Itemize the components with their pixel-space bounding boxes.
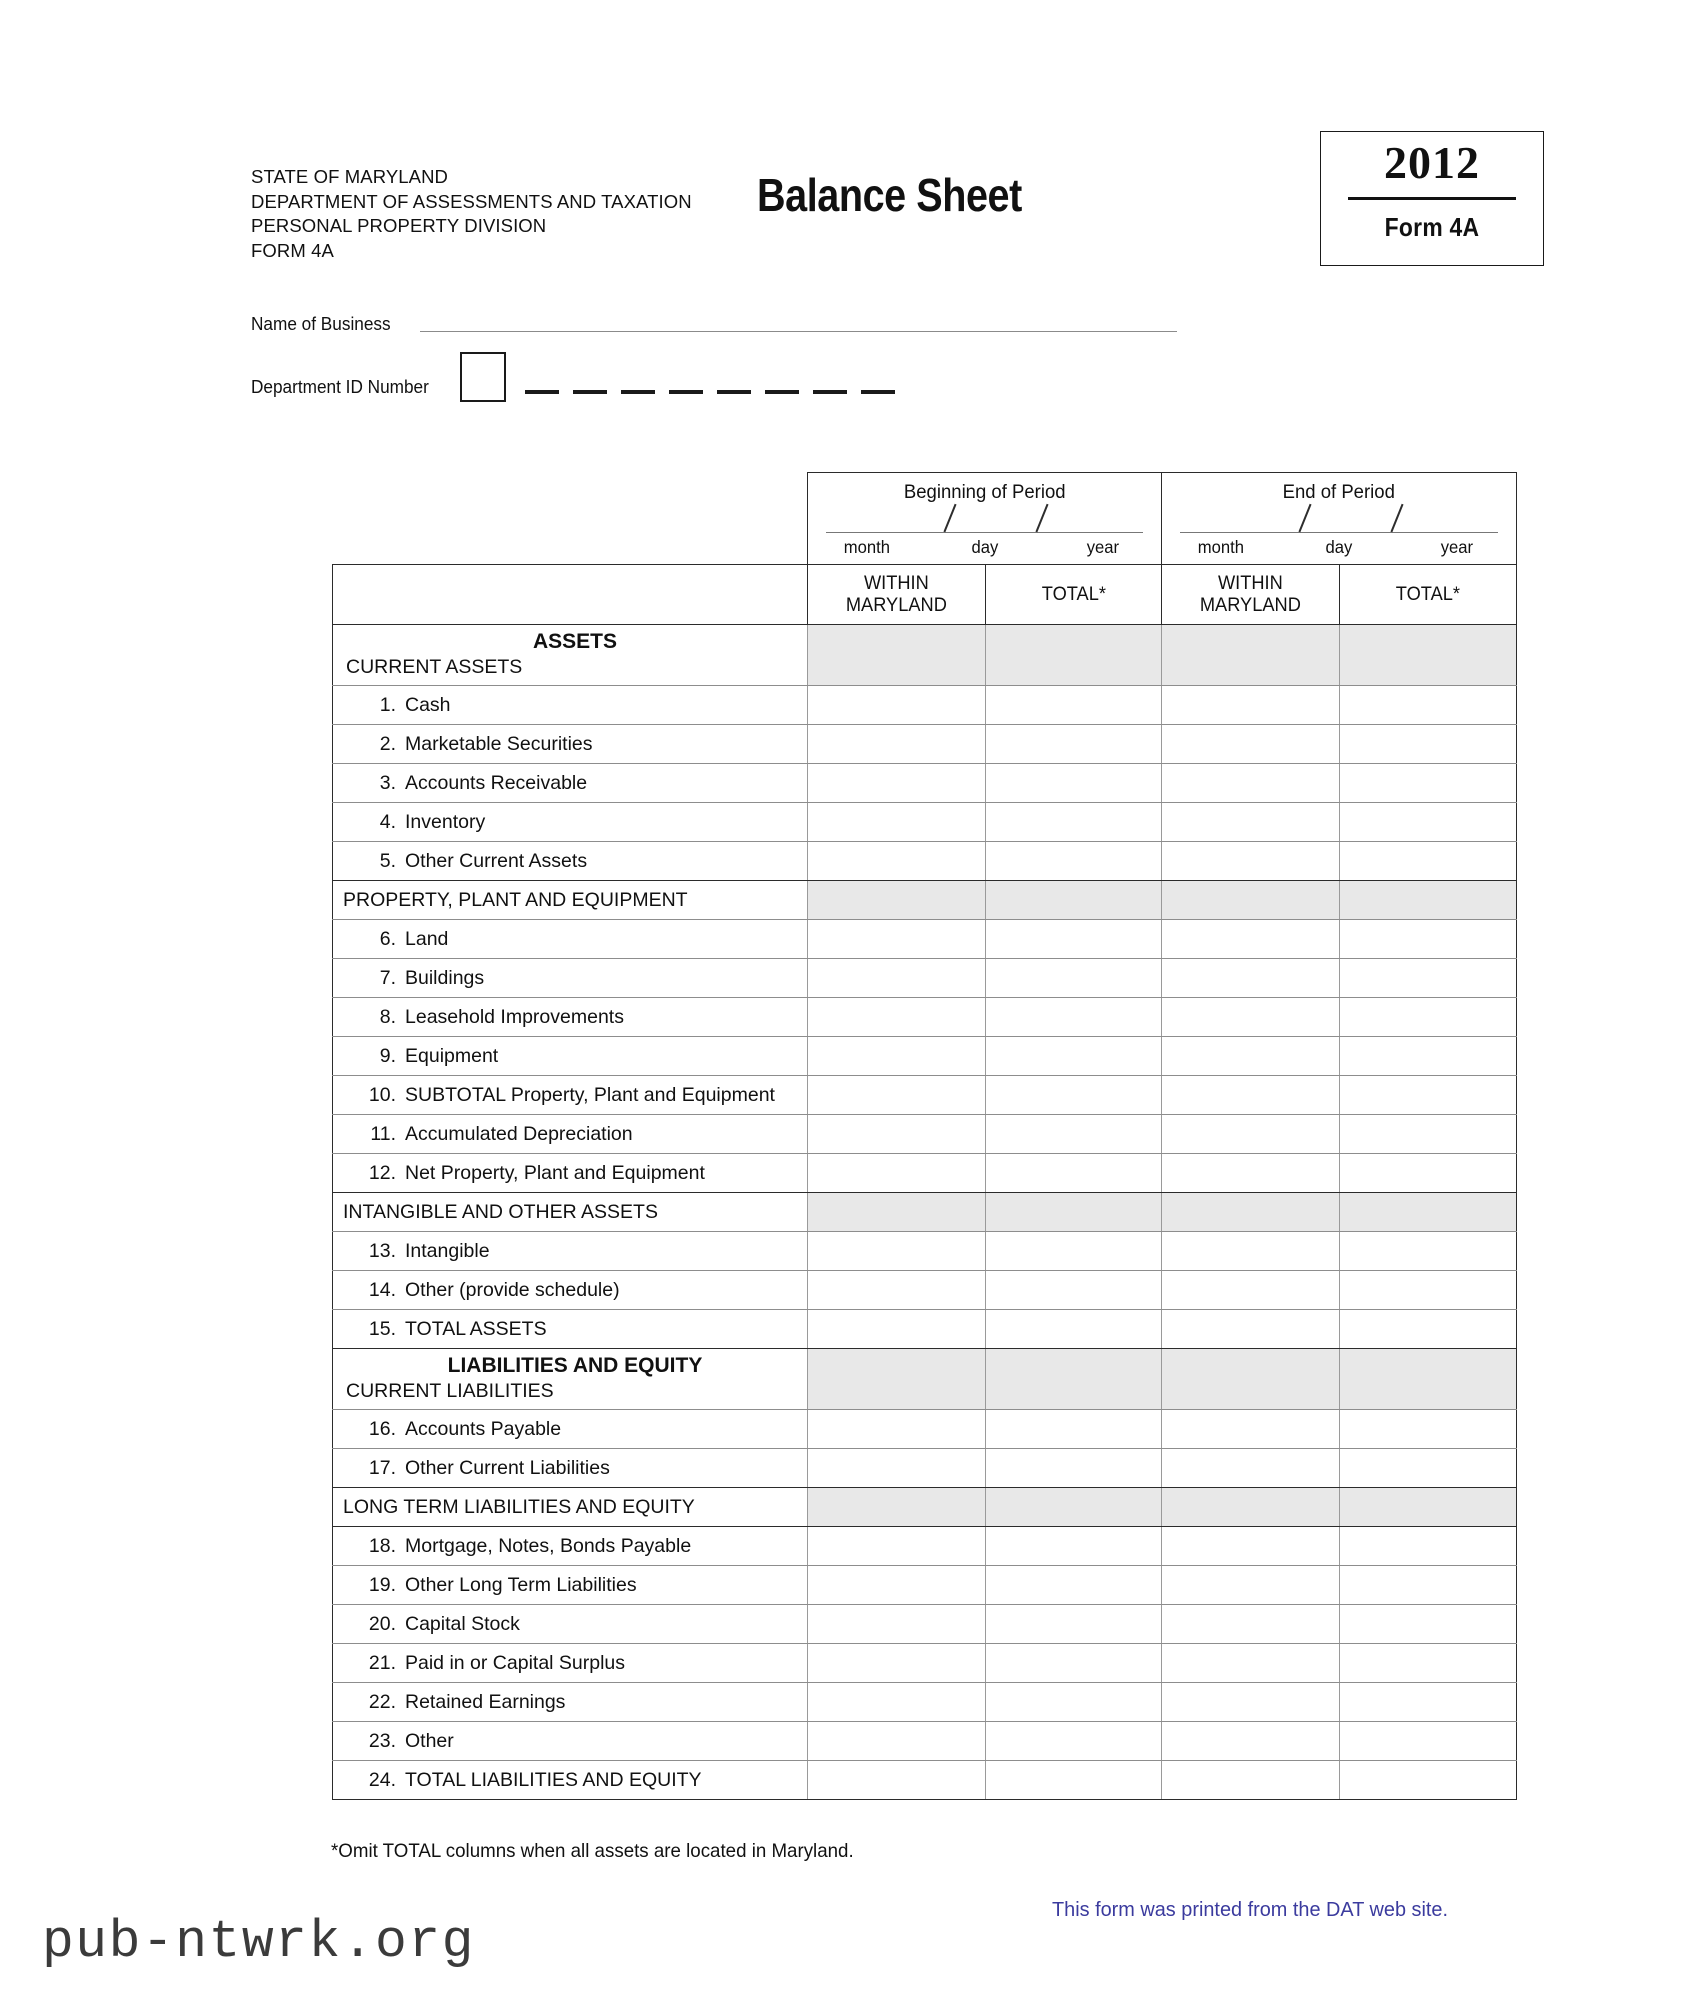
table-row xyxy=(333,625,1517,686)
table-row xyxy=(333,881,1517,920)
row-7-within-md-begin[interactable] xyxy=(808,959,986,998)
row-label-20 xyxy=(333,1605,808,1644)
row-21-within-md-end[interactable] xyxy=(1162,1644,1340,1683)
row-text-18: Mortgage, Notes, Bonds Payable xyxy=(405,1534,692,1557)
row-1-within-md-begin[interactable] xyxy=(808,686,986,725)
period-header-spacer xyxy=(333,473,808,565)
row-10-within-md-end[interactable] xyxy=(1162,1076,1340,1115)
row-text-7: Buildings xyxy=(405,966,485,989)
table-row xyxy=(333,1527,1517,1566)
dept-id-digit-7[interactable] xyxy=(813,390,847,394)
section-longterm-cell-1 xyxy=(808,1488,986,1527)
dept-id-digit-5[interactable] xyxy=(717,390,751,394)
row-13-within-md-end[interactable] xyxy=(1162,1232,1340,1271)
row-label-6 xyxy=(333,920,808,959)
dept-id-digit-3[interactable] xyxy=(621,390,655,394)
row-14-total-end[interactable] xyxy=(1340,1271,1517,1310)
table-row xyxy=(333,1232,1517,1271)
row-17-within-md-begin[interactable] xyxy=(808,1449,986,1488)
row-number-1: 1. xyxy=(379,693,396,716)
row-text-2: Marketable Securities xyxy=(405,732,593,755)
col-header-text-2a: TOTAL* xyxy=(1041,583,1106,605)
row-21-total-end[interactable] xyxy=(1340,1644,1517,1683)
row-20-total-end[interactable] xyxy=(1340,1605,1517,1644)
row-15-total-begin[interactable] xyxy=(985,1310,1162,1349)
row-number-23: 23. xyxy=(368,1729,396,1752)
row-text-14: Other (provide schedule) xyxy=(405,1278,620,1301)
table-row xyxy=(333,1349,1517,1410)
liabilities-banner-cell-2 xyxy=(985,1349,1162,1410)
row-7-within-md-end[interactable] xyxy=(1162,959,1340,998)
row-label-21 xyxy=(333,1644,808,1683)
row-number-24: 24. xyxy=(368,1768,396,1791)
table-row xyxy=(333,1605,1517,1644)
row-label-8 xyxy=(333,998,808,1037)
row-number-8: 8. xyxy=(379,1005,396,1028)
col-header-text-3b: MARYLAND xyxy=(1200,594,1302,616)
assets-banner-label xyxy=(333,625,808,686)
section-ppe-cell-1 xyxy=(808,881,986,920)
row-8-within-md-begin[interactable] xyxy=(808,998,986,1037)
row-2-within-md-begin[interactable] xyxy=(808,725,986,764)
row-24-within-md-begin[interactable] xyxy=(808,1761,986,1800)
table-row xyxy=(333,998,1517,1037)
row-20-within-md-begin[interactable] xyxy=(808,1605,986,1644)
row-3-within-md-end[interactable] xyxy=(1162,764,1340,803)
row-number-18: 18. xyxy=(368,1534,396,1557)
row-12-total-end[interactable] xyxy=(1340,1154,1517,1193)
row-17-total-end[interactable] xyxy=(1340,1449,1517,1488)
table-row xyxy=(333,725,1517,764)
row-15-within-md-end[interactable] xyxy=(1162,1310,1340,1349)
table-row xyxy=(333,1488,1517,1527)
row-10-total-begin[interactable] xyxy=(985,1076,1162,1115)
row-6-total-end[interactable] xyxy=(1340,920,1517,959)
end-day-label[interactable]: day xyxy=(1325,537,1353,557)
balance-sheet-table xyxy=(332,472,1517,1800)
table-row xyxy=(333,1271,1517,1310)
assets-banner-cell-2 xyxy=(985,625,1162,686)
row-label-3 xyxy=(333,764,808,803)
row-21-within-md-begin[interactable] xyxy=(808,1644,986,1683)
dept-id-digit-8[interactable] xyxy=(861,390,895,394)
end-year-label[interactable]: year xyxy=(1440,537,1474,557)
row-24-total-begin[interactable] xyxy=(985,1761,1162,1800)
section-intangible-cell-4 xyxy=(1340,1193,1517,1232)
end-slash-1 xyxy=(1298,504,1311,532)
column-header-row xyxy=(333,565,1517,625)
agency-heading xyxy=(251,165,692,263)
page-title: Balance Sheet xyxy=(757,169,1022,221)
row-11-within-md-begin[interactable] xyxy=(808,1115,986,1154)
row-19-within-md-end[interactable] xyxy=(1162,1566,1340,1605)
row-6-within-md-begin[interactable] xyxy=(808,920,986,959)
dept-id-label: Department ID Number xyxy=(251,376,429,397)
row-5-total-end[interactable] xyxy=(1340,842,1517,881)
col-header-within-maryland-begin xyxy=(808,565,986,625)
row-label-13 xyxy=(333,1232,808,1271)
row-23-total-end[interactable] xyxy=(1340,1722,1517,1761)
row-3-total-begin[interactable] xyxy=(985,764,1162,803)
table-row xyxy=(333,1410,1517,1449)
row-label-18 xyxy=(333,1527,808,1566)
row-number-22: 22. xyxy=(368,1690,396,1713)
row-20-within-md-end[interactable] xyxy=(1162,1605,1340,1644)
assets-banner-cell-1 xyxy=(808,625,986,686)
row-label-22 xyxy=(333,1683,808,1722)
row-22-within-md-end[interactable] xyxy=(1162,1683,1340,1722)
row-9-within-md-end[interactable] xyxy=(1162,1037,1340,1076)
row-label-23 xyxy=(333,1722,808,1761)
beginning-of-period-rule xyxy=(826,532,1143,533)
table-row xyxy=(333,1722,1517,1761)
row-number-16: 16. xyxy=(368,1417,396,1440)
form-number: Form 4A xyxy=(1384,212,1480,242)
row-number-7: 7. xyxy=(379,966,396,989)
row-text-1: Cash xyxy=(405,693,451,716)
row-text-12: Net Property, Plant and Equipment xyxy=(405,1161,705,1184)
row-text-19: Other Long Term Liabilities xyxy=(405,1573,637,1596)
row-number-5: 5. xyxy=(379,849,396,872)
row-label-2 xyxy=(333,725,808,764)
section-intangible-cell-2 xyxy=(985,1193,1162,1232)
col-header-total-end xyxy=(1340,565,1517,625)
row-13-total-begin[interactable] xyxy=(985,1232,1162,1271)
beginning-of-period-group xyxy=(808,473,1162,565)
row-13-total-end[interactable] xyxy=(1340,1232,1517,1271)
row-text-15: TOTAL ASSETS xyxy=(405,1317,547,1340)
row-16-within-md-end[interactable] xyxy=(1162,1410,1340,1449)
row-text-5: Other Current Assets xyxy=(405,849,588,872)
table-row xyxy=(333,920,1517,959)
row-4-within-md-begin[interactable] xyxy=(808,803,986,842)
table-row xyxy=(333,1683,1517,1722)
row-text-3: Accounts Receivable xyxy=(405,771,588,794)
table-row xyxy=(333,1154,1517,1193)
row-4-total-begin[interactable] xyxy=(985,803,1162,842)
table-row xyxy=(333,686,1517,725)
row-text-4: Inventory xyxy=(405,810,486,833)
dept-id-prefix-box[interactable] xyxy=(460,352,506,402)
row-10-within-md-begin[interactable] xyxy=(808,1076,986,1115)
row-24-within-md-end[interactable] xyxy=(1162,1761,1340,1800)
row-7-total-end[interactable] xyxy=(1340,959,1517,998)
row-18-within-md-end[interactable] xyxy=(1162,1527,1340,1566)
row-22-total-end[interactable] xyxy=(1340,1683,1517,1722)
row-5-within-md-end[interactable] xyxy=(1162,842,1340,881)
row-6-total-begin[interactable] xyxy=(985,920,1162,959)
col-header-text-3a: WITHIN xyxy=(1218,572,1284,594)
row-10-total-end[interactable] xyxy=(1340,1076,1517,1115)
end-of-period-title: End of Period xyxy=(1283,481,1396,503)
table-row xyxy=(333,1761,1517,1800)
row-label-11 xyxy=(333,1115,808,1154)
row-number-4: 4. xyxy=(379,810,396,833)
section-longterm-cell-3 xyxy=(1162,1488,1340,1527)
row-18-total-end[interactable] xyxy=(1340,1527,1517,1566)
row-label-7 xyxy=(333,959,808,998)
table-row xyxy=(333,1037,1517,1076)
row-text-16: Accounts Payable xyxy=(405,1417,562,1440)
row-4-within-md-end[interactable] xyxy=(1162,803,1340,842)
end-month-label[interactable]: month xyxy=(1198,537,1245,557)
beginning-month-label[interactable]: month xyxy=(843,537,891,557)
row-22-total-begin[interactable] xyxy=(985,1683,1162,1722)
row-21-total-begin[interactable] xyxy=(985,1644,1162,1683)
site-watermark: pub-ntwrk.org xyxy=(42,1912,475,1972)
row-label-14 xyxy=(333,1271,808,1310)
row-9-within-md-begin[interactable] xyxy=(808,1037,986,1076)
row-number-14: 14. xyxy=(368,1278,396,1301)
section-ppe-cell-4 xyxy=(1340,881,1517,920)
row-23-total-begin[interactable] xyxy=(985,1722,1162,1761)
row-number-13: 13. xyxy=(368,1239,396,1262)
col-header-text-1a: WITHIN xyxy=(863,572,929,594)
row-16-total-end[interactable] xyxy=(1340,1410,1517,1449)
dat-website-note: This form was printed from the DAT web site. xyxy=(1052,1898,1449,1921)
row-18-within-md-begin[interactable] xyxy=(808,1527,986,1566)
dept-id-digit-fields[interactable] xyxy=(525,390,925,398)
row-label-17 xyxy=(333,1449,808,1488)
row-label-5 xyxy=(333,842,808,881)
row-number-11: 11. xyxy=(370,1122,396,1145)
row-number-9: 9. xyxy=(379,1044,396,1067)
row-text-21: Paid in or Capital Surplus xyxy=(405,1651,626,1674)
row-12-total-begin[interactable] xyxy=(985,1154,1162,1193)
row-label-1 xyxy=(333,686,808,725)
end-slash-2 xyxy=(1390,504,1403,532)
row-text-23: Other xyxy=(405,1729,454,1752)
row-label-4 xyxy=(333,803,808,842)
col-header-within-maryland-end xyxy=(1162,565,1340,625)
row-8-total-end[interactable] xyxy=(1340,998,1517,1037)
row-label-16 xyxy=(333,1410,808,1449)
row-text-24: TOTAL LIABILITIES AND EQUITY xyxy=(405,1768,702,1791)
beginning-slash-2 xyxy=(1036,504,1049,532)
table-row xyxy=(333,959,1517,998)
row-text-8: Leasehold Improvements xyxy=(405,1005,624,1028)
section-ppe-cell-2 xyxy=(985,881,1162,920)
table-row xyxy=(333,1193,1517,1232)
row-23-within-md-begin[interactable] xyxy=(808,1722,986,1761)
row-1-within-md-end[interactable] xyxy=(1162,686,1340,725)
row-number-15: 15. xyxy=(368,1317,396,1340)
end-of-period-group xyxy=(1162,473,1517,565)
row-8-total-begin[interactable] xyxy=(985,998,1162,1037)
row-label-9 xyxy=(333,1037,808,1076)
row-17-within-md-end[interactable] xyxy=(1162,1449,1340,1488)
row-16-within-md-begin[interactable] xyxy=(808,1410,986,1449)
row-text-20: Capital Stock xyxy=(405,1612,520,1635)
total-columns-footnote: *Omit TOTAL columns when all assets are located in Maryland. xyxy=(331,1840,854,1862)
row-14-total-begin[interactable] xyxy=(985,1271,1162,1310)
row-7-total-begin[interactable] xyxy=(985,959,1162,998)
row-text-6: Land xyxy=(405,927,449,950)
business-name-label: Name of Business xyxy=(251,313,391,334)
assets-heading: ASSETS xyxy=(532,630,618,653)
row-number-2: 2. xyxy=(379,732,396,755)
row-23-within-md-end[interactable] xyxy=(1162,1722,1340,1761)
liabilities-banner-cell-4 xyxy=(1340,1349,1517,1410)
row-number-6: 6. xyxy=(379,927,396,950)
row-22-within-md-begin[interactable] xyxy=(808,1683,986,1722)
agency-line-1: STATE OF MARYLAND xyxy=(251,166,449,187)
col-header-text-4a: TOTAL* xyxy=(1396,583,1461,605)
row-18-total-begin[interactable] xyxy=(985,1527,1162,1566)
section-intangible-label: INTANGIBLE AND OTHER ASSETS xyxy=(333,1193,808,1232)
section-intangible-cell-3 xyxy=(1162,1193,1340,1232)
row-label-12 xyxy=(333,1154,808,1193)
row-text-10: SUBTOTAL Property, Plant and Equipment xyxy=(405,1083,775,1106)
row-2-total-end[interactable] xyxy=(1340,725,1517,764)
table-row xyxy=(333,1310,1517,1349)
dept-id-digit-6[interactable] xyxy=(765,390,799,394)
current-liabilities-subheading: CURRENT LIABILITIES xyxy=(346,1380,554,1402)
row-number-3: 3. xyxy=(379,771,396,794)
col-header-total-begin xyxy=(985,565,1162,625)
row-15-total-end[interactable] xyxy=(1340,1310,1517,1349)
year-form-box xyxy=(1320,131,1544,266)
beginning-of-period-parts[interactable] xyxy=(808,537,1161,558)
row-16-total-begin[interactable] xyxy=(985,1410,1162,1449)
agency-line-2: DEPARTMENT OF ASSESSMENTS AND TAXATION xyxy=(251,190,692,212)
row-20-total-begin[interactable] xyxy=(985,1605,1162,1644)
table-row xyxy=(333,1115,1517,1154)
row-1-total-end[interactable] xyxy=(1340,686,1517,725)
row-5-total-begin[interactable] xyxy=(985,842,1162,881)
table-row xyxy=(333,842,1517,881)
row-19-within-md-begin[interactable] xyxy=(808,1566,986,1605)
row-11-total-end[interactable] xyxy=(1340,1115,1517,1154)
dept-id-digit-1[interactable] xyxy=(525,390,559,394)
row-17-total-begin[interactable] xyxy=(985,1449,1162,1488)
row-12-within-md-end[interactable] xyxy=(1162,1154,1340,1193)
row-number-21: 21. xyxy=(368,1651,396,1674)
row-14-within-md-begin[interactable] xyxy=(808,1271,986,1310)
col-header-text-1b: MARYLAND xyxy=(845,594,947,616)
current-assets-subheading: CURRENT ASSETS xyxy=(346,656,523,678)
row-1-total-begin[interactable] xyxy=(985,686,1162,725)
table-row xyxy=(333,803,1517,842)
business-name-input[interactable] xyxy=(420,331,1177,332)
row-2-total-begin[interactable] xyxy=(985,725,1162,764)
liabilities-banner-cell-1 xyxy=(808,1349,986,1410)
row-6-within-md-end[interactable] xyxy=(1162,920,1340,959)
dept-id-digit-4[interactable] xyxy=(669,390,703,394)
period-header-row xyxy=(333,473,1517,565)
section-ppe-label: PROPERTY, PLANT AND EQUIPMENT xyxy=(333,881,808,920)
column-header-spacer xyxy=(333,565,808,625)
section-longterm-cell-4 xyxy=(1340,1488,1517,1527)
row-5-within-md-begin[interactable] xyxy=(808,842,986,881)
row-15-within-md-begin[interactable] xyxy=(808,1310,986,1349)
row-8-within-md-end[interactable] xyxy=(1162,998,1340,1037)
row-19-total-begin[interactable] xyxy=(985,1566,1162,1605)
row-12-within-md-begin[interactable] xyxy=(808,1154,986,1193)
row-9-total-end[interactable] xyxy=(1340,1037,1517,1076)
row-number-17: 17. xyxy=(368,1456,396,1479)
row-label-24 xyxy=(333,1761,808,1800)
liabilities-heading: LIABILITIES AND EQUITY xyxy=(447,1354,703,1377)
row-number-20: 20. xyxy=(368,1612,396,1635)
beginning-day-label[interactable]: day xyxy=(971,537,999,557)
row-number-12: 12. xyxy=(368,1161,396,1184)
section-intangible-cell-1 xyxy=(808,1193,986,1232)
row-text-11: Accumulated Depreciation xyxy=(405,1122,633,1145)
table-row xyxy=(333,1566,1517,1605)
section-longterm-cell-2 xyxy=(985,1488,1162,1527)
table-row xyxy=(333,1449,1517,1488)
agency-line-3: PERSONAL PROPERTY DIVISION xyxy=(251,215,547,237)
table-row xyxy=(333,1076,1517,1115)
row-label-19 xyxy=(333,1566,808,1605)
row-number-19: 19. xyxy=(368,1573,396,1596)
assets-banner-cell-4 xyxy=(1340,625,1517,686)
end-of-period-parts[interactable] xyxy=(1162,537,1516,558)
row-label-10 xyxy=(333,1076,808,1115)
assets-banner-cell-3 xyxy=(1162,625,1340,686)
row-11-total-begin[interactable] xyxy=(985,1115,1162,1154)
row-3-within-md-begin[interactable] xyxy=(808,764,986,803)
row-4-total-end[interactable] xyxy=(1340,803,1517,842)
section-longterm-label: LONG TERM LIABILITIES AND EQUITY xyxy=(333,1488,808,1527)
row-text-9: Equipment xyxy=(405,1044,499,1067)
liabilities-banner-cell-3 xyxy=(1162,1349,1340,1410)
row-label-15 xyxy=(333,1310,808,1349)
beginning-of-period-title: Beginning of Period xyxy=(903,481,1066,503)
balance-sheet-grid xyxy=(332,472,1517,1800)
row-14-within-md-end[interactable] xyxy=(1162,1271,1340,1310)
dept-id-digit-2[interactable] xyxy=(573,390,607,394)
row-11-within-md-end[interactable] xyxy=(1162,1115,1340,1154)
row-19-total-end[interactable] xyxy=(1340,1566,1517,1605)
beginning-slash-1 xyxy=(944,504,957,532)
row-2-within-md-end[interactable] xyxy=(1162,725,1340,764)
agency-line-4: FORM 4A xyxy=(251,239,334,261)
tax-year: 2012 xyxy=(1384,137,1480,188)
row-24-total-end[interactable] xyxy=(1340,1761,1517,1800)
row-text-17: Other Current Liabilities xyxy=(405,1456,610,1479)
row-text-13: Intangible xyxy=(405,1239,490,1262)
yearbox-divider xyxy=(1348,197,1516,200)
row-13-within-md-begin[interactable] xyxy=(808,1232,986,1271)
liabilities-banner-label xyxy=(333,1349,808,1410)
row-text-22: Retained Earnings xyxy=(405,1690,566,1713)
table-row xyxy=(333,764,1517,803)
beginning-year-label[interactable]: year xyxy=(1086,537,1119,557)
end-of-period-rule xyxy=(1180,532,1498,533)
row-3-total-end[interactable] xyxy=(1340,764,1517,803)
table-row xyxy=(333,1644,1517,1683)
row-number-10: 10. xyxy=(368,1083,396,1106)
row-9-total-begin[interactable] xyxy=(985,1037,1162,1076)
section-ppe-cell-3 xyxy=(1162,881,1340,920)
